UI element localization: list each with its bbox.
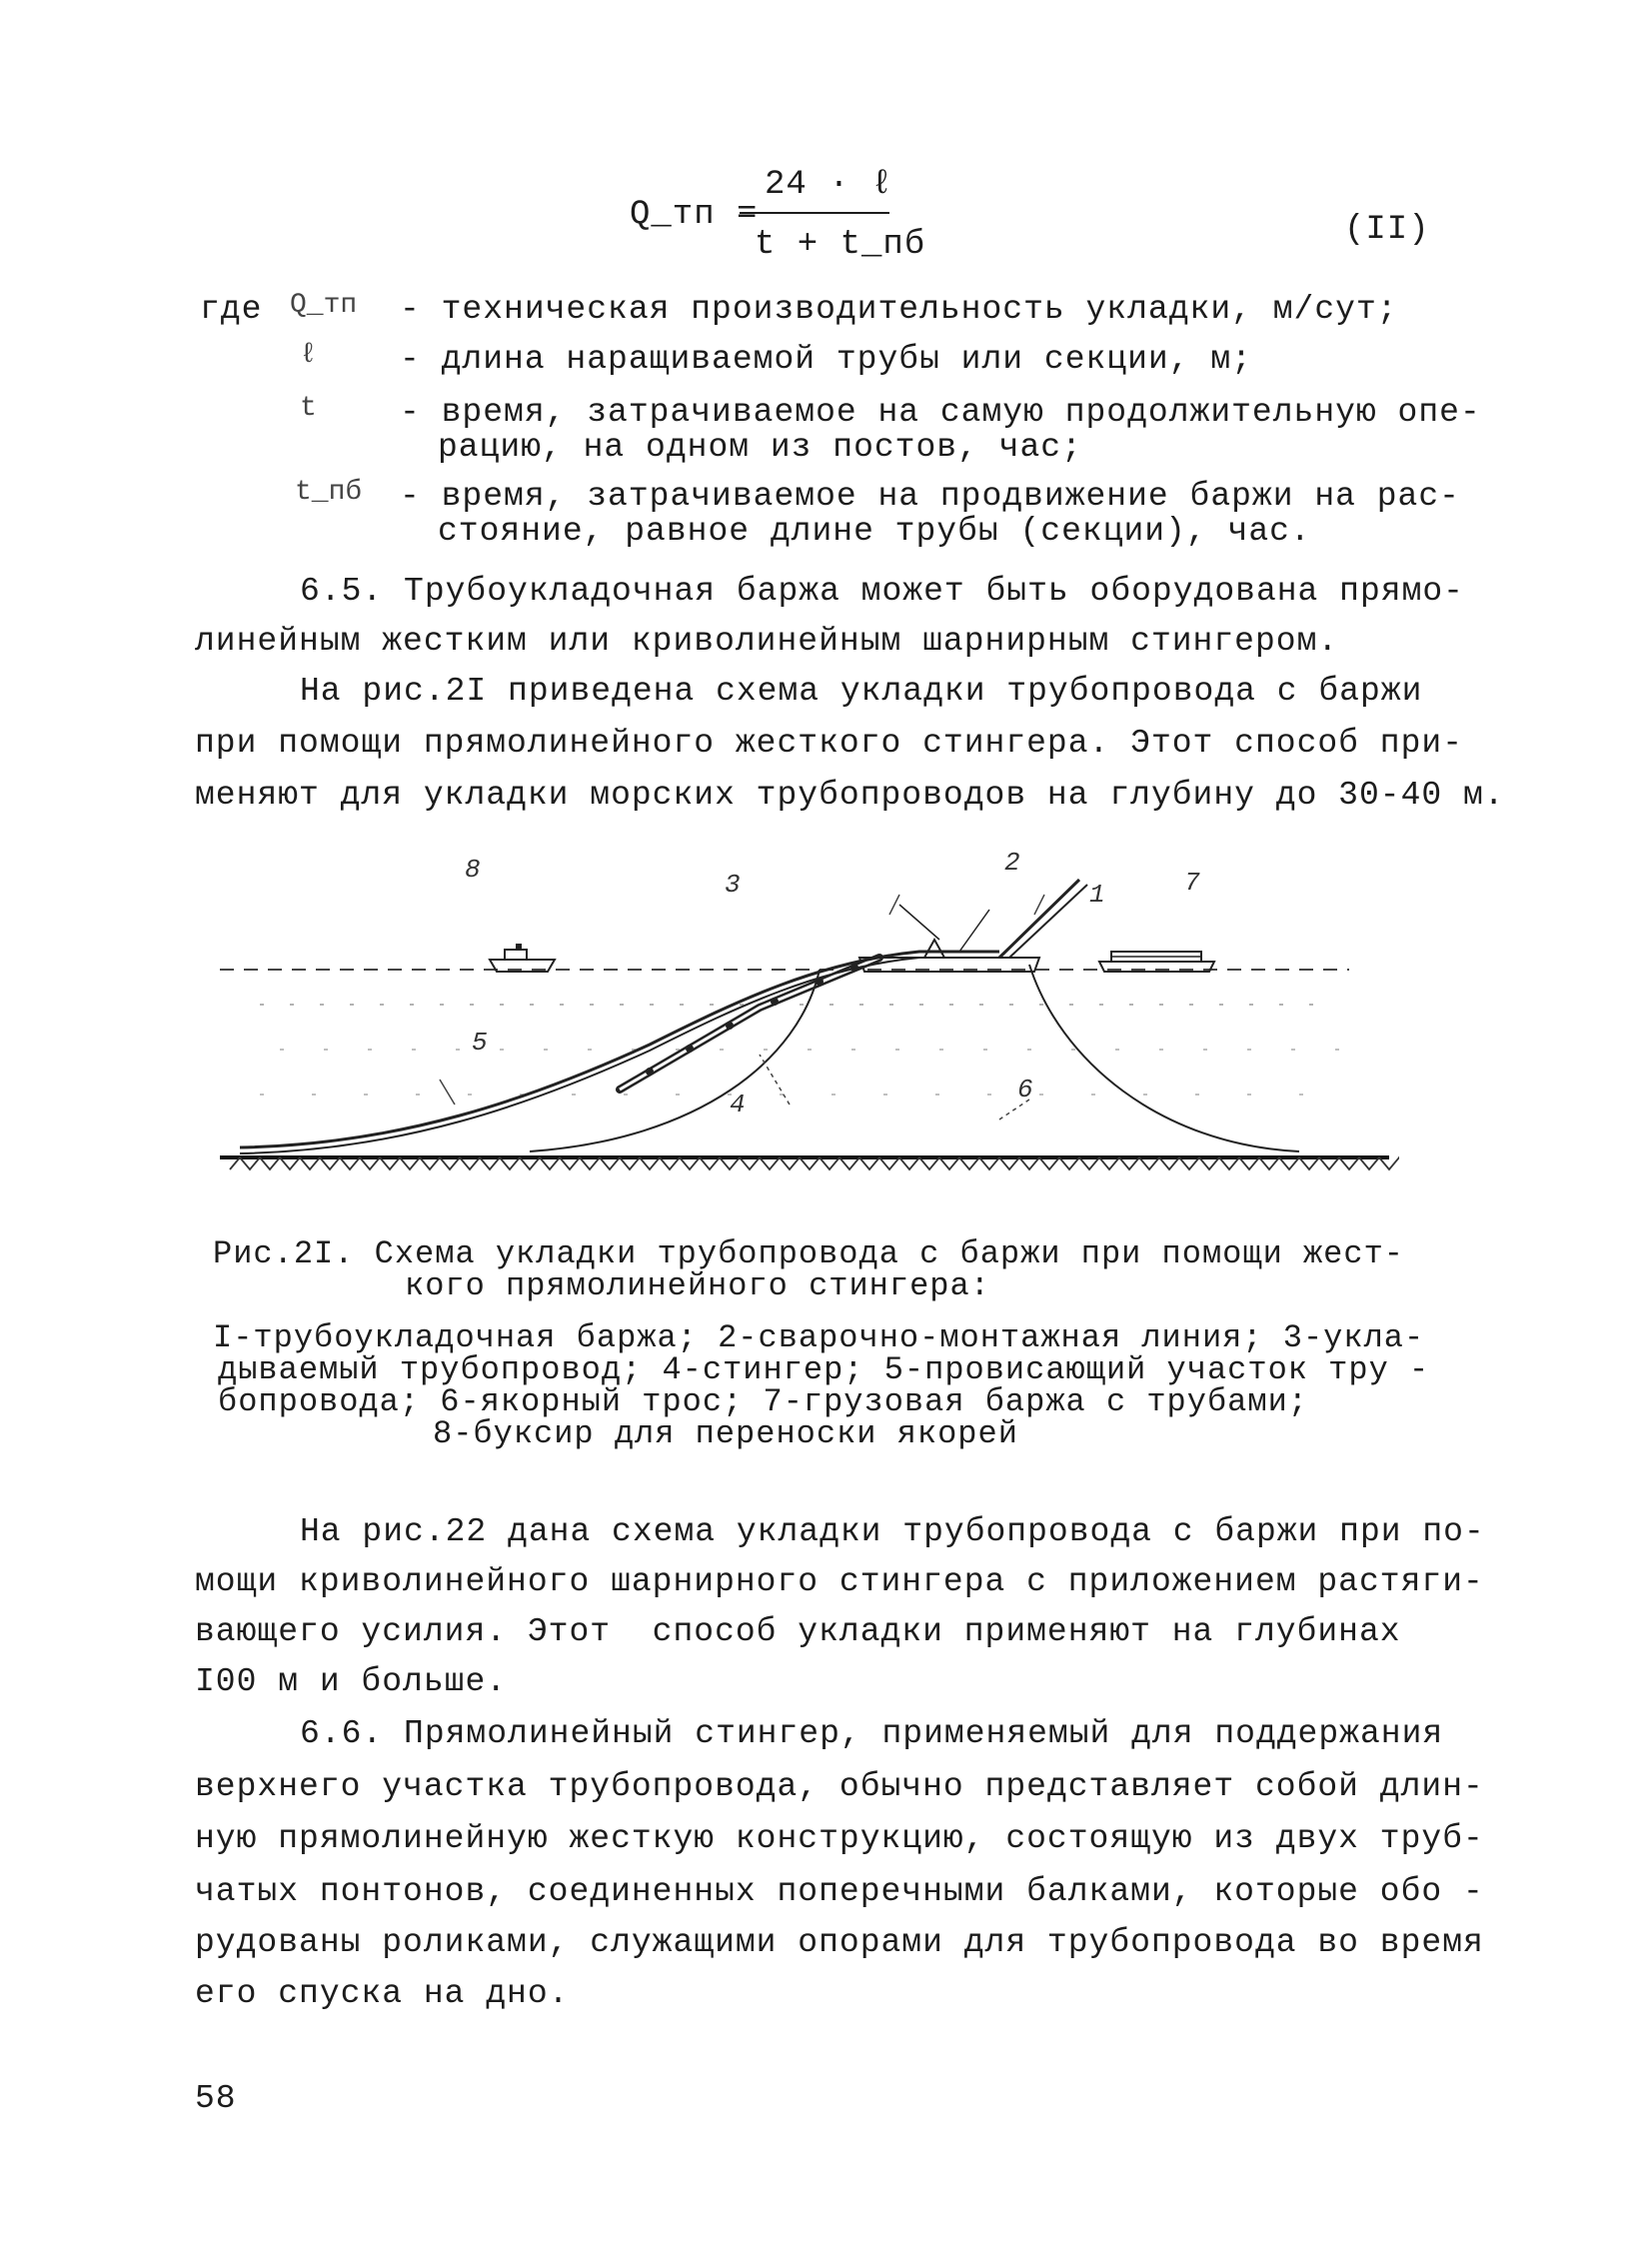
pipelay-barge	[859, 880, 1087, 972]
paragraph-line: его спуска на дно.	[195, 1975, 570, 2012]
pipelay-diagram	[200, 840, 1399, 1179]
paragraph-line: меняют для укладки морских трубопроводов на глубину до 30-40 м.	[195, 777, 1505, 814]
tug-boat	[490, 944, 555, 972]
figure-label-7: 7	[1184, 868, 1200, 898]
definition-symbol: t	[300, 393, 317, 424]
paragraph-line: ную прямолинейную жесткую конструкцию, состоящую из двух труб-	[195, 1820, 1484, 1857]
paragraph-line: мощи криволинейного шарнирного стингера с приложением растяги-	[195, 1563, 1484, 1600]
paragraph-line: На рис.2I приведена схема укладки трубопровода с баржи	[300, 673, 1423, 710]
paragraph-line: 6.5. Трубоукладочная баржа может быть оборудована прямо-	[300, 573, 1464, 610]
anchor-line-front	[1029, 965, 1299, 1151]
formula-lhs: Q_тп =	[630, 196, 759, 234]
definition-line: стояние, равное длине трубы (секции), час.	[438, 513, 1311, 550]
caption-line: 8-буксир для переноски якорей	[433, 1415, 1018, 1452]
definition-line: - техническая производительность укладки, м/сут;	[400, 291, 1398, 328]
figure-label-6: 6	[1017, 1075, 1033, 1105]
definition-line: - время, затрачиваемое на самую продолжительную опе-	[400, 394, 1481, 431]
leader-line	[1034, 895, 1044, 915]
definition-line: - время, затрачиваемое на продвижение баржи на рас-	[400, 478, 1460, 515]
caption-line: Рис.2I. Схема укладки трубопровода с баржи при помощи жест-	[213, 1235, 1404, 1272]
paragraph-line: при помощи прямолинейного жесткого стингера. Этот способ при-	[195, 725, 1463, 762]
figure-label-3: 3	[725, 870, 741, 900]
page-number: 58	[195, 2080, 237, 2117]
figure-label-1: 1	[1089, 880, 1105, 910]
formula-numerator: 24 · ℓ	[765, 166, 893, 204]
leader-line	[760, 1055, 790, 1105]
paragraph-line: рудованы роликами, служащими опорами для трубопровода во время	[195, 1924, 1484, 1961]
definition-symbol: t_пб	[295, 477, 363, 508]
paragraph-line: I00 м и больше.	[195, 1663, 508, 1700]
definitions-intro: где	[200, 291, 263, 328]
fraction-bar	[740, 212, 889, 214]
leader-line	[889, 895, 899, 915]
caption-line: I-трубоукладочная баржа; 2-сварочно-монтажная линия; 3-укла-	[213, 1319, 1425, 1356]
definition-symbol: Q_тп	[290, 290, 358, 321]
paragraph-line: чатых понтонов, соединенных поперечными балками, которые обо -	[195, 1873, 1484, 1910]
paragraph-line: 6.6. Прямолинейный стингер, применяемый для поддержания	[300, 1715, 1444, 1752]
caption-line: бопровода; 6-якорный трос; 7-грузовая баржа с трубами;	[218, 1383, 1308, 1420]
caption-line: дываемый трубопровод; 4-стингер; 5-провисающий участок тру -	[218, 1351, 1430, 1388]
definition-line: - длина наращиваемой трубы или секции, м;	[400, 341, 1252, 378]
paragraph-line: На рис.22 дана схема укладки трубопровода с баржи при по-	[300, 1513, 1485, 1550]
formula-denominator: t + t_пб	[755, 226, 926, 264]
caption-line: кого прямолинейного стингера:	[405, 1267, 990, 1304]
paragraph-line: верхнего участка трубопровода, обычно представляет собой длин-	[195, 1768, 1484, 1805]
definition-symbol: ℓ	[300, 340, 317, 371]
figure-label-5: 5	[472, 1028, 488, 1058]
figure-label-2: 2	[1004, 848, 1020, 878]
figure-label-4: 4	[730, 1090, 746, 1120]
paragraph-line: вающего усилия. Этот способ укладки применяют на глубинах	[195, 1613, 1401, 1650]
leader-line	[440, 1080, 455, 1105]
equation-number: (II)	[1344, 211, 1430, 249]
figure-label-8: 8	[465, 855, 481, 885]
pipeline	[240, 952, 999, 1147]
paragraph-line: линейным жестким или криволинейным шарнирным стингером.	[195, 623, 1339, 660]
stinger	[620, 958, 879, 1090]
definition-line: рацию, на одном из постов, час;	[438, 429, 1082, 466]
